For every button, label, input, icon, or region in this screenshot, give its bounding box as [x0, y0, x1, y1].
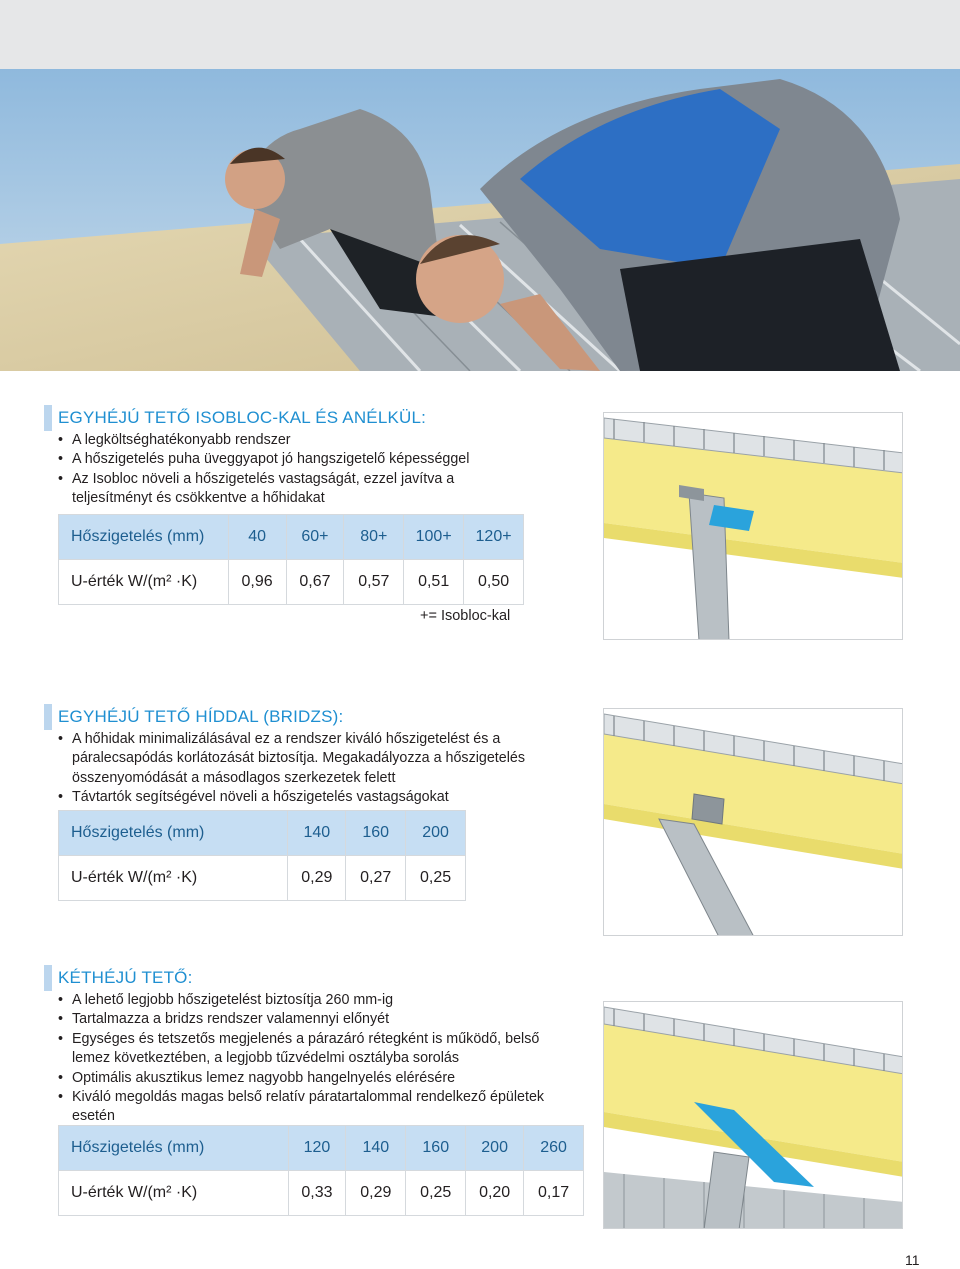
section-heading	[44, 704, 584, 730]
table-header-row	[59, 811, 466, 856]
bullet-item: • Az Isobloc növeli a hőszigetelés vastagságát, ezzel javítva a teljesítményt és csökkentve a hőhidakat	[58, 470, 528, 509]
section-heading	[44, 965, 584, 991]
table-header-row	[59, 515, 524, 560]
table-cell: Hőszigetelés (mm)	[59, 1126, 289, 1171]
bullet-item: • A hőhidak minimalizálásával ez a rendszer kiváló hőszigetelést és a páralecsapódás korlátozását biztosítja. Megakadályozza a hőszigetelés összenyomódását a másodlagos szerkezetek felett	[58, 730, 588, 788]
section-single-skin-isobloc	[44, 405, 584, 509]
isobloc-note: += Isobloc-kal	[420, 608, 511, 624]
section-double-skin	[44, 965, 584, 1127]
table-cell: 0,51	[404, 560, 464, 605]
heading-bar	[44, 405, 52, 431]
table-cell: 160	[346, 811, 406, 856]
table-cell: 80+	[344, 515, 404, 560]
heading-bar	[44, 965, 52, 991]
section-heading	[44, 405, 584, 431]
table-cell: 120	[288, 1126, 346, 1171]
table-cell: 0,17	[524, 1171, 584, 1216]
table-cell: 160	[406, 1126, 466, 1171]
top-gray-band	[0, 0, 960, 69]
section-single-skin-bridge	[44, 704, 584, 808]
roof-diagram-isobloc	[603, 412, 903, 640]
table-cell: 0,27	[346, 856, 406, 901]
spec-table-1	[58, 514, 524, 605]
bullet-item: • Távtartók segítségével növeli a hőszigetelés vastagságokat	[58, 788, 584, 807]
table-cell: 0,33	[288, 1171, 346, 1216]
bullet-item: • A lehető legjobb hőszigetelést biztosítja 260 mm-ig	[58, 991, 584, 1010]
roof-diagram-bridge	[603, 708, 903, 936]
bullet-list	[58, 431, 584, 509]
table-cell: Hőszigetelés (mm)	[59, 515, 229, 560]
table-cell: 0,67	[286, 560, 344, 605]
table-header-row	[59, 1126, 584, 1171]
table-row	[59, 856, 466, 901]
table-cell: 140	[288, 811, 346, 856]
bullet-item: • Kiváló megoldás magas belső relatív páratartalommal rendelkező épületek esetén	[58, 1088, 548, 1127]
section-title: EGYHÉJÚ TETŐ ISOBLOC-KAL ÉS ANÉLKÜL:	[58, 408, 427, 427]
bullet-list	[58, 730, 584, 808]
table-cell: 0,96	[228, 560, 286, 605]
table-cell: 200	[466, 1126, 524, 1171]
table-cell: 60+	[286, 515, 344, 560]
bullet-item: • A legköltséghatékonyabb rendszer	[58, 431, 584, 450]
section-title: KÉTHÉJÚ TETŐ:	[58, 968, 193, 987]
section-title: EGYHÉJÚ TETŐ HÍDDAL (BRIDZS):	[58, 707, 344, 726]
table-cell: U-érték W/(m² ·K)	[59, 856, 288, 901]
table-cell: 260	[524, 1126, 584, 1171]
table-cell: Hőszigetelés (mm)	[59, 811, 288, 856]
table-cell: 0,29	[346, 1171, 406, 1216]
heading-bar	[44, 704, 52, 730]
table-cell: 0,50	[464, 560, 524, 605]
spec-table-2	[58, 810, 466, 901]
table-cell: 200	[406, 811, 466, 856]
table-cell: 0,29	[288, 856, 346, 901]
table-row	[59, 560, 524, 605]
bullet-item: • Egységes és tetszetős megjelenés a párazáró rétegként is működő, belső lemez következtében, a legjobb tűzvédelmi osztályba sorolás	[58, 1030, 578, 1069]
roof-workers-photo	[0, 69, 960, 371]
table-cell: 120+	[464, 515, 524, 560]
bullet-item: • Optimális akusztikus lemez nagyobb hangelnyelés elérésére	[58, 1069, 584, 1088]
table-cell: U-érték W/(m² ·K)	[59, 1171, 289, 1216]
bullet-item: • A hőszigetelés puha üveggyapot jó hangszigetelő képességgel	[58, 450, 584, 469]
table-cell: 40	[228, 515, 286, 560]
bullet-list	[58, 991, 584, 1127]
spec-table-3	[58, 1125, 584, 1216]
table-row	[59, 1171, 584, 1216]
bullet-item: • Tartalmazza a bridzs rendszer valamennyi előnyét	[58, 1010, 584, 1029]
table-cell: 140	[346, 1126, 406, 1171]
table-cell: U-érték W/(m² ·K)	[59, 560, 229, 605]
table-cell: 0,25	[406, 856, 466, 901]
page-number: 11	[905, 1252, 920, 1268]
table-cell: 0,20	[466, 1171, 524, 1216]
table-cell: 100+	[404, 515, 464, 560]
table-cell: 0,25	[406, 1171, 466, 1216]
roof-diagram-double-skin	[603, 1001, 903, 1229]
table-cell: 0,57	[344, 560, 404, 605]
